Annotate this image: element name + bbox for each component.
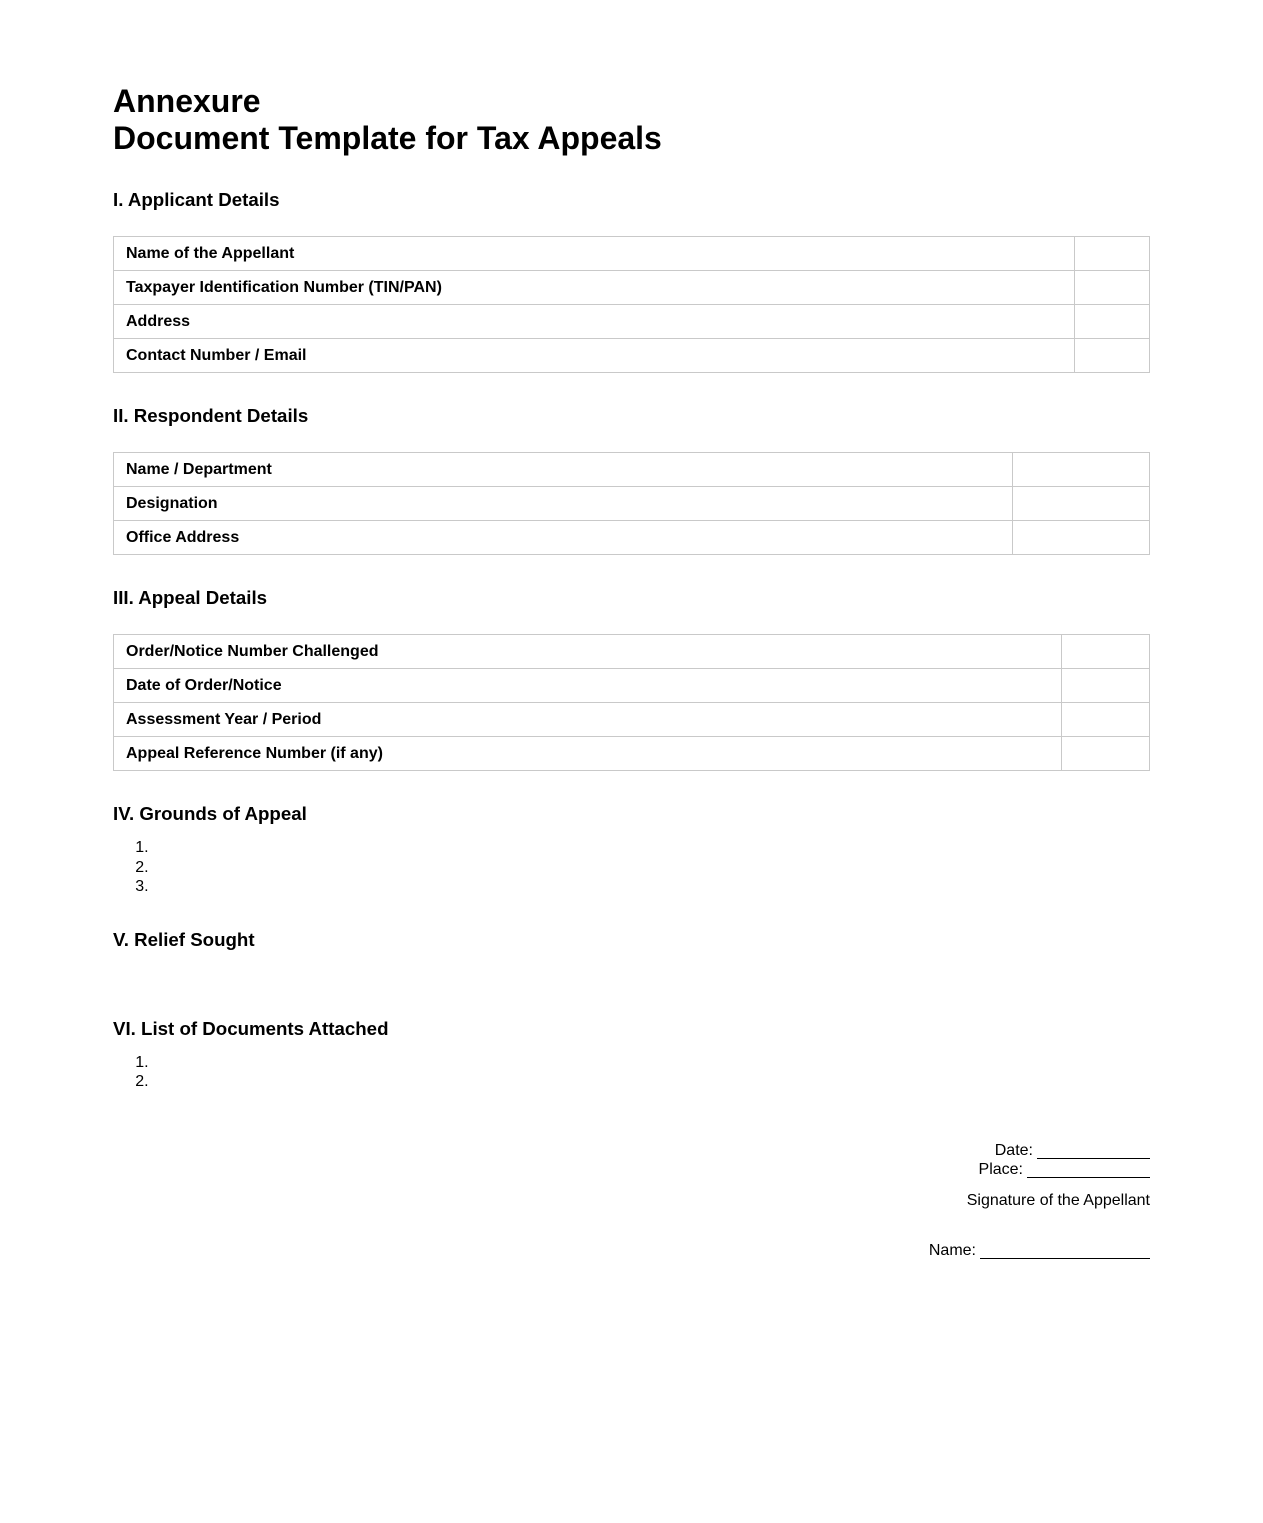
place-underline [1027, 1163, 1150, 1178]
grounds-list-item-3 [153, 877, 1150, 897]
field-label-order-notice-number: Order/Notice Number Challenged [114, 635, 1062, 669]
field-label-tin-pan: Taxpayer Identification Number (TIN/PAN) [114, 271, 1075, 305]
name-line [113, 1241, 1150, 1261]
section-heading-relief-sought: V. Relief Sought [113, 928, 255, 950]
title-line-template: Document Template for Tax Appeals [113, 120, 662, 156]
table-row [114, 453, 1150, 487]
signature-caption: Signature of the Appellant [966, 1191, 1150, 1209]
date-label: Date: [994, 1141, 1033, 1159]
field-label-office-address: Office Address [114, 521, 1013, 555]
table-row [114, 339, 1150, 373]
document-title [113, 83, 1150, 157]
appeal-details-table [113, 634, 1150, 771]
field-value-cell [1061, 669, 1149, 703]
table-row [114, 271, 1150, 305]
field-value-cell [1075, 305, 1150, 339]
grounds-list-item-1 [153, 838, 1150, 858]
grounds-list-item-2 [153, 858, 1150, 878]
table-row [114, 305, 1150, 339]
field-label-contact-email: Contact Number / Email [114, 339, 1075, 373]
documents-list-item-1 [153, 1053, 1150, 1073]
field-value-cell [1075, 237, 1150, 271]
section-heading-documents-attached: VI. List of Documents Attached [113, 1017, 389, 1039]
field-value-cell [1061, 737, 1149, 771]
field-label-date-of-order: Date of Order/Notice [114, 669, 1062, 703]
table-row [114, 521, 1150, 555]
date-underline [1037, 1143, 1150, 1158]
section-heading-appeal-details: III. Appeal Details [113, 587, 268, 608]
field-value-cell [1061, 703, 1149, 737]
signature-block [113, 1141, 1150, 1261]
field-value-cell [1013, 521, 1150, 555]
field-value-cell [1013, 487, 1150, 521]
field-label-assessment-year: Assessment Year / Period [114, 703, 1062, 737]
date-line [113, 1141, 1150, 1161]
table-row [114, 737, 1150, 771]
applicant-details-table [113, 236, 1150, 373]
place-line [113, 1160, 1150, 1180]
section-heading-applicant-details: I. Applicant Details [113, 189, 280, 210]
field-label-appeal-reference-number: Appeal Reference Number (if any) [114, 737, 1062, 771]
grounds-of-appeal-list [113, 838, 1150, 897]
table-row [114, 669, 1150, 703]
field-label-name-department: Name / Department [114, 453, 1013, 487]
table-row [114, 237, 1150, 271]
documents-attached-list [113, 1053, 1150, 1092]
field-value-cell [1075, 339, 1150, 373]
documents-list-item-2 [153, 1072, 1150, 1092]
table-row [114, 635, 1150, 669]
field-label-appellant-name: Name of the Appellant [114, 237, 1075, 271]
place-label: Place: [978, 1161, 1023, 1178]
field-value-cell [1013, 453, 1150, 487]
section-heading-grounds-of-appeal: IV. Grounds of Appeal [113, 803, 307, 824]
field-value-cell [1061, 635, 1149, 669]
field-label-designation: Designation [114, 487, 1013, 521]
name-label: Name: [928, 1242, 976, 1259]
table-row [114, 703, 1150, 737]
respondent-details-table [113, 452, 1150, 555]
field-label-address: Address [114, 305, 1075, 339]
name-underline [980, 1244, 1150, 1259]
table-row [114, 487, 1150, 521]
section-heading-respondent-details: II. Respondent Details [113, 405, 309, 426]
field-value-cell [1075, 271, 1150, 305]
title-line-annexure: Annexure [113, 83, 261, 119]
